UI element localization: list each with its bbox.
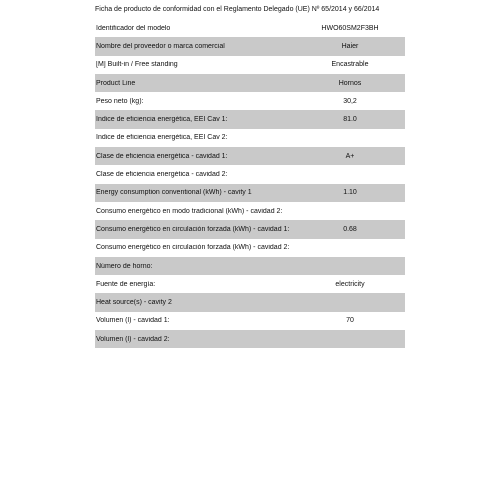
- spec-label: Consumo energético en modo tradicional (kWh) - cavidad 2:: [96, 207, 283, 215]
- spec-row: [95, 129, 405, 147]
- spec-row: [95, 74, 405, 92]
- spec-label: Clase de eficiencia energética - cavidad 1:: [96, 152, 228, 160]
- spec-label: Heat source(s) - cavity 2: [96, 299, 172, 307]
- spec-label: [M] Built-in / Free standing: [96, 61, 178, 69]
- spec-label: Volumen (l) - cavidad 2:: [96, 335, 170, 343]
- sheet-title: Ficha de producto de conformidad con el Reglamento Delegado (UE) Nº 65/2014 y 66/2014: [95, 6, 380, 13]
- spec-row: [95, 257, 405, 275]
- spec-label: Índice de eficiencia energética, EEI Cav 1:: [96, 116, 228, 124]
- spec-row: [95, 239, 405, 257]
- spec-value: HWO60SM2F3BH: [321, 24, 379, 32]
- spec-label: Product Line: [96, 79, 136, 87]
- spec-row: [95, 19, 405, 37]
- spec-row: [95, 275, 405, 293]
- spec-value: 30,2: [343, 97, 357, 105]
- spec-label: Fuente de energía:: [96, 280, 156, 288]
- spec-value: 81.0: [343, 116, 357, 124]
- spec-value: A+: [345, 152, 355, 160]
- spec-row: [95, 293, 405, 311]
- spec-label: Índice de eficiencia energética, EEI Cav 2:: [96, 134, 228, 142]
- spec-row: [95, 184, 405, 202]
- spec-row: [95, 92, 405, 110]
- spec-row: [95, 147, 405, 165]
- spec-row: [95, 56, 405, 74]
- spec-value: Encastrable: [331, 61, 369, 69]
- spec-label: Peso neto (kg):: [96, 97, 144, 105]
- spec-label: Energy consumption conventional (kWh) - cavity 1: [96, 189, 252, 197]
- spec-value: 70: [346, 317, 354, 325]
- spec-label: Clase de eficiencia energética - cavidad 2:: [96, 171, 228, 179]
- spec-value: 0.68: [343, 225, 357, 233]
- spec-row: [95, 165, 405, 183]
- spec-value: Haier: [341, 42, 359, 50]
- spec-row: [95, 312, 405, 330]
- spec-label: Nombre del proveedor o marca comercial: [96, 42, 225, 50]
- spec-label: Identificador del modelo: [96, 24, 171, 32]
- spec-row: [95, 110, 405, 128]
- spec-label: Número de horno:: [96, 262, 153, 270]
- spec-row: [95, 202, 405, 220]
- spec-table: [95, 19, 405, 348]
- spec-label: Consumo energético en circulación forzada (kWh) - cavidad 1:: [96, 225, 290, 233]
- spec-value: Hornos: [338, 79, 362, 87]
- spec-row: [95, 220, 405, 238]
- spec-row: [95, 37, 405, 55]
- spec-value: electricity: [335, 280, 365, 288]
- spec-label: Consumo energético en circulación forzada (kWh) - cavidad 2:: [96, 244, 290, 252]
- spec-value: 1.10: [343, 189, 357, 197]
- spec-label: Volumen (l) - cavidad 1:: [96, 317, 170, 325]
- spec-row: [95, 330, 405, 348]
